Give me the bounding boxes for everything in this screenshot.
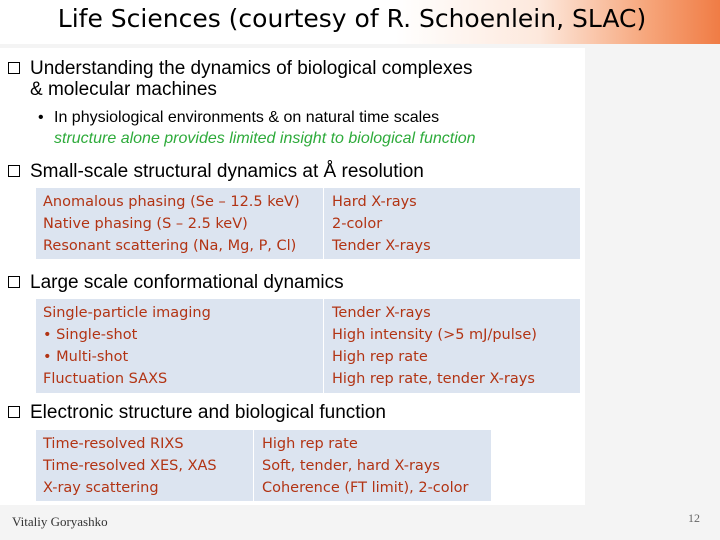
table-large-scale	[36, 299, 580, 393]
column-divider	[323, 299, 324, 393]
table-right-column	[332, 191, 431, 257]
table-left-column	[43, 191, 300, 257]
table-cell: Anomalous phasing (Se – 12.5 keV)	[43, 194, 300, 210]
table-electronic	[36, 430, 491, 501]
sub-bullet-physiological	[38, 108, 439, 127]
table-right-column	[332, 302, 537, 390]
checkbox-bullet-icon	[8, 276, 20, 288]
section-heading-small-scale	[8, 161, 424, 182]
table-cell: Tender X-rays	[332, 238, 431, 254]
heading-text: Large scale conformational dynamics	[30, 272, 344, 293]
table-cell: Time-resolved RIXS	[43, 436, 184, 452]
heading-line-2: & molecular machines	[30, 79, 217, 100]
title-bar	[0, 0, 720, 44]
checkbox-bullet-icon	[8, 406, 20, 418]
side-panel	[585, 48, 720, 508]
table-cell: Single-particle imaging	[43, 305, 211, 321]
table-cell: Soft, tender, hard X-rays	[262, 458, 440, 474]
section-heading-large-scale	[8, 272, 344, 293]
table-right-column	[262, 433, 469, 499]
checkbox-bullet-icon	[8, 165, 20, 177]
page-number: 12	[688, 511, 700, 525]
slide-content	[0, 48, 585, 505]
slide-title: Life Sciences (courtesy of R. Schoenlein, SLAC)	[57, 4, 647, 33]
footer-author: Vitaliy Goryashko	[12, 514, 108, 529]
table-cell: X-ray scattering	[43, 480, 159, 496]
table-left-column	[43, 302, 211, 390]
checkbox-bullet-icon	[8, 62, 20, 74]
heading-line-1: Understanding the dynamics of biological complexes	[30, 58, 473, 79]
table-cell: • Multi-shot	[43, 349, 129, 365]
table-small-scale	[36, 188, 580, 259]
table-cell: Native phasing (S – 2.5 keV)	[43, 216, 248, 232]
table-cell: High rep rate	[332, 349, 428, 365]
column-divider	[253, 430, 254, 501]
table-cell: 2-color	[332, 216, 383, 232]
table-cell: High intensity (>5 mJ/pulse)	[332, 327, 537, 343]
table-cell: High rep rate	[262, 436, 358, 452]
table-cell: Resonant scattering (Na, Mg, P, Cl)	[43, 238, 297, 254]
bullet-dot: •	[38, 109, 44, 126]
heading-text: Small-scale structural dynamics at Å resolution	[30, 161, 424, 182]
table-cell: High rep rate, tender X-rays	[332, 371, 535, 387]
table-cell: Coherence (FT limit), 2-color	[262, 480, 469, 496]
heading-text	[30, 58, 473, 100]
table-cell: • Single-shot	[43, 327, 138, 343]
highlight-note: structure alone provides limited insight to biological function	[54, 130, 476, 147]
column-divider	[323, 188, 324, 259]
table-cell: Tender X-rays	[332, 305, 431, 321]
sub-bullet-text: In physiological environments & on natural time scales	[54, 109, 440, 126]
heading-text: Electronic structure and biological function	[30, 402, 386, 423]
table-cell: Hard X-rays	[332, 194, 417, 210]
table-cell: Time-resolved XES, XAS	[43, 458, 217, 474]
table-cell: Fluctuation SAXS	[43, 371, 168, 387]
section-heading-electronic	[8, 402, 386, 423]
table-left-column	[43, 433, 217, 499]
section-heading-understanding	[8, 58, 473, 100]
